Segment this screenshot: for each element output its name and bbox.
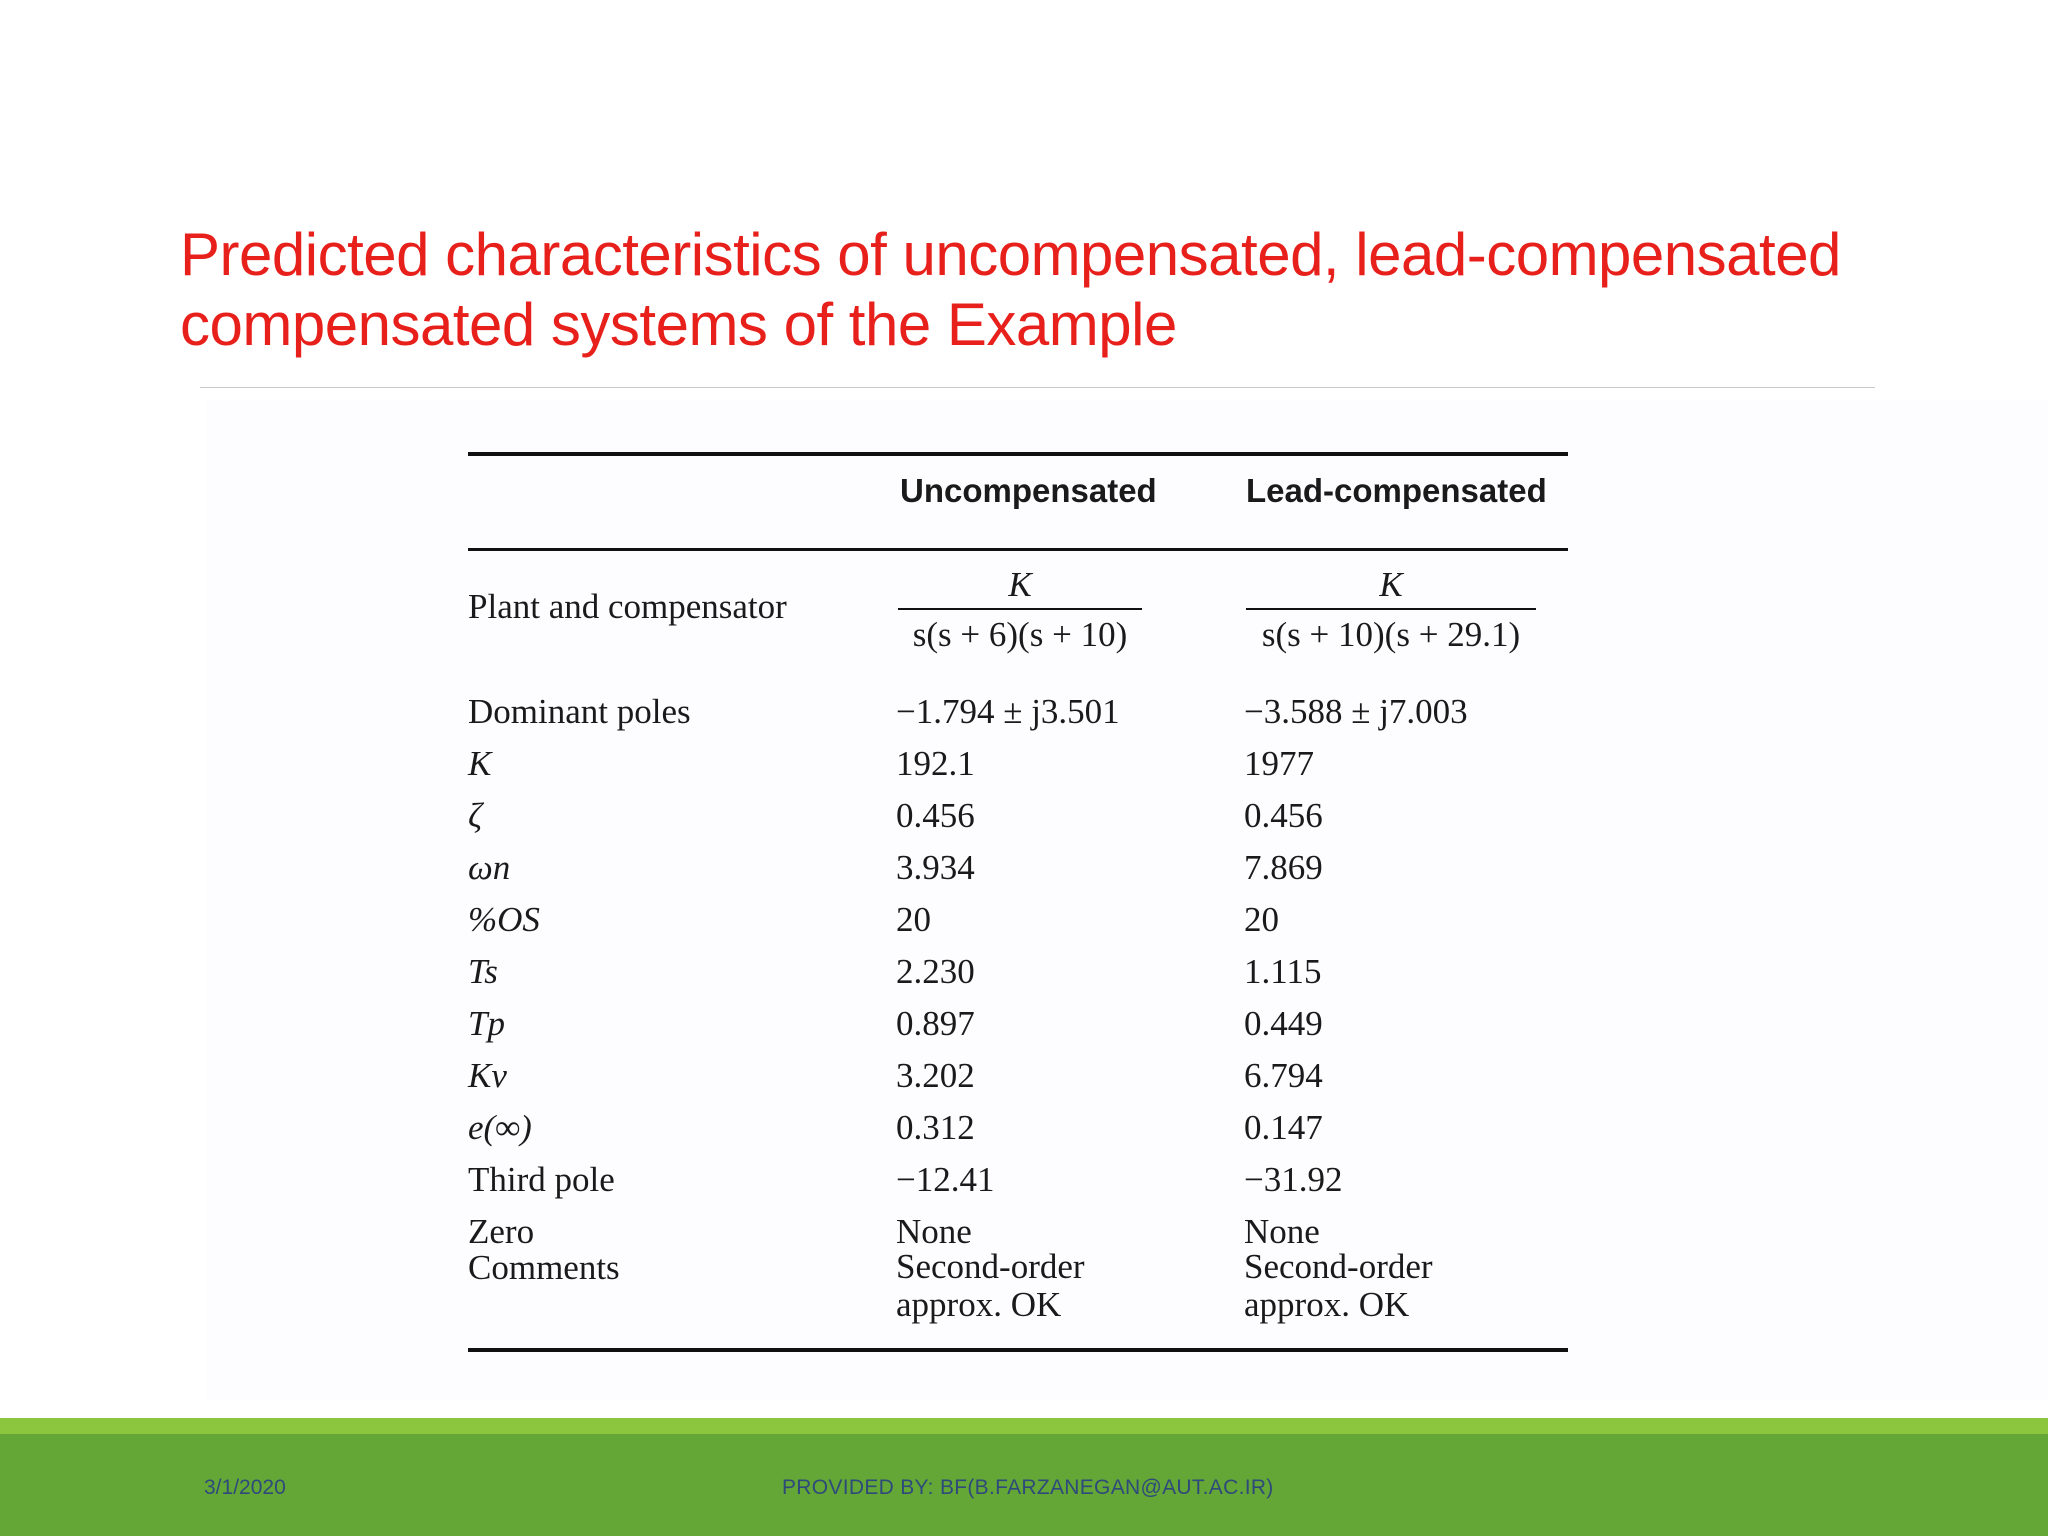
uncompensated-value: −12.41: [896, 1160, 995, 1199]
row-label: Third pole: [468, 1160, 615, 1199]
uncompensated-value: −1.794 ± j3.501: [896, 692, 1120, 731]
uncompensated-value: 0.897: [896, 1004, 975, 1043]
row-label: Comments: [468, 1248, 620, 1287]
uncompensated-value: None: [896, 1212, 972, 1251]
comment-lead: [1244, 1248, 1433, 1324]
lead-compensated-value: −3.588 ± j7.003: [1244, 692, 1468, 731]
row-label: ζ: [468, 796, 483, 835]
fraction-bar: [1246, 608, 1536, 610]
uncompensated-value: 0.312: [896, 1108, 975, 1147]
table-row: [468, 1004, 1568, 1056]
table-row: [468, 952, 1568, 1004]
uncompensated-value: 20: [896, 900, 931, 939]
row-label: Tp: [468, 1004, 505, 1043]
uncompensated-value: 3.202: [896, 1056, 975, 1095]
plant-uncompensated-fraction: [898, 564, 1142, 656]
lead-compensated-value: 0.449: [1244, 1004, 1323, 1043]
row-label: Kv: [468, 1056, 507, 1095]
footer-accent-bar: [0, 1418, 2048, 1434]
plant-lead-numerator: K: [1379, 565, 1403, 604]
comment-line: approx. OK: [1244, 1285, 1410, 1324]
lead-compensated-value: 1.115: [1244, 952, 1322, 991]
row-label: Zero: [468, 1212, 535, 1251]
footer-credit: PROVIDED BY: BF(B.FARZANEGAN@AUT.AC.IR): [782, 1476, 1274, 1499]
title-line-1: Predicted characteristics of uncompensated, lead-compensated: [180, 221, 1841, 288]
uncompensated-value: 3.934: [896, 848, 975, 887]
footer-date: 3/1/2020: [204, 1476, 286, 1499]
lead-compensated-value: 1977: [1244, 744, 1314, 783]
lead-compensated-value: 0.456: [1244, 796, 1323, 835]
lead-compensated-value: 20: [1244, 900, 1279, 939]
slide-title: [180, 220, 1940, 360]
row-label: K: [468, 744, 492, 783]
uncompensated-value: 192.1: [896, 744, 975, 783]
comment-line: approx. OK: [896, 1285, 1062, 1324]
table-row: [468, 1056, 1568, 1108]
table-row: [468, 1108, 1568, 1160]
table-row: [468, 1160, 1568, 1212]
comment-uncompensated: [896, 1248, 1085, 1324]
row-label: Dominant poles: [468, 692, 691, 731]
lead-compensated-value: 7.869: [1244, 848, 1323, 887]
uncompensated-value: 2.230: [896, 952, 975, 991]
header-uncompensated: Uncompensated: [900, 472, 1157, 509]
table-row: [468, 692, 1568, 744]
fraction-bar: [898, 608, 1142, 610]
table-row: [468, 744, 1568, 796]
table-row: [468, 796, 1568, 848]
title-line-2: compensated systems of the Example: [180, 291, 1177, 358]
plant-lead-denominator: s(s + 10)(s + 29.1): [1261, 615, 1521, 654]
uncompensated-value: 0.456: [896, 796, 975, 835]
header-lead-compensated: Lead-compensated: [1246, 472, 1547, 509]
plant-uncompensated-numerator: K: [1008, 565, 1032, 604]
comment-line: Second-order: [1244, 1247, 1433, 1286]
table-row: [468, 900, 1568, 952]
title-divider: [200, 387, 1875, 388]
table-bottom-rule: [468, 1348, 1568, 1352]
table-header-rule: [468, 548, 1568, 551]
table-row: [468, 848, 1568, 900]
table-top-rule: [468, 452, 1568, 456]
plant-lead-fraction: [1246, 564, 1536, 656]
table-row-comments: [468, 1247, 1568, 1324]
plant-uncompensated-denominator: s(s + 6)(s + 10): [912, 615, 1128, 654]
footer: [0, 1434, 2048, 1536]
row-label: %OS: [468, 900, 540, 939]
row-label: e(∞): [468, 1108, 532, 1147]
row-label: Ts: [468, 952, 498, 991]
plant-label: Plant and compensator: [468, 587, 787, 626]
comment-line: Second-order: [896, 1247, 1085, 1286]
lead-compensated-value: 0.147: [1244, 1108, 1323, 1147]
row-label: ωn: [468, 848, 511, 887]
lead-compensated-value: None: [1244, 1212, 1320, 1251]
lead-compensated-value: −31.92: [1244, 1160, 1343, 1199]
lead-compensated-value: 6.794: [1244, 1056, 1323, 1095]
